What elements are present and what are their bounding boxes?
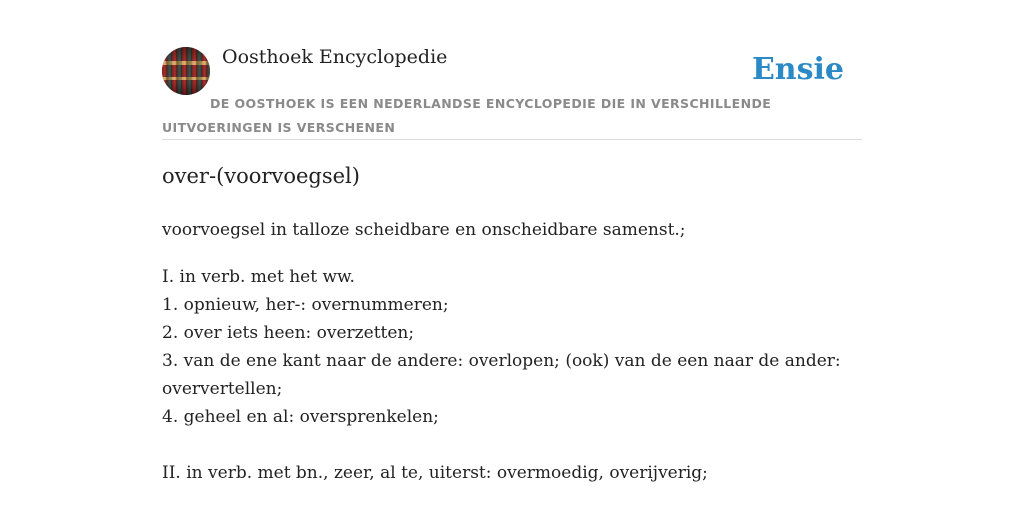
section-spacer: [162, 431, 862, 459]
entry-intro: voorvoegsel in talloze scheidbare en onscheidbare samenst.;: [162, 220, 686, 240]
section-one-heading: I. in verb. met het ww.: [162, 267, 355, 287]
encyclopedia-books-icon[interactable]: [162, 47, 210, 95]
site-header: [162, 0, 862, 140]
definition-section-one: [162, 263, 862, 431]
page: [162, 0, 862, 512]
definition-section-two: II. in verb. met bn., zeer, al te, uiterst: overmoedig, overijverig;: [162, 463, 708, 483]
site-tagline: DE OOSTHOEK IS EEN NEDERLANDSE ENCYCLOPEDIE DIE IN VERSCHILLENDE UITVOERINGEN IS VERSCHENEN: [162, 96, 772, 135]
entry-title: over-(voorvoegsel): [162, 164, 360, 188]
brand-logo[interactable]: Ensie: [751, 52, 844, 87]
definition-item: 2. over iets heen: overzetten;: [162, 323, 415, 343]
entry-content: [162, 216, 862, 487]
definition-item: 3. van de ene kant naar de andere: overlopen; (ook) van de een naar de ander: oververtellen;: [162, 351, 841, 399]
definition-item: 1. opnieuw, her-: overnummeren;: [162, 295, 449, 315]
definition-item: 4. geheel en al: oversprenkelen;: [162, 407, 439, 427]
site-title[interactable]: Oosthoek Encyclopedie: [222, 46, 448, 68]
